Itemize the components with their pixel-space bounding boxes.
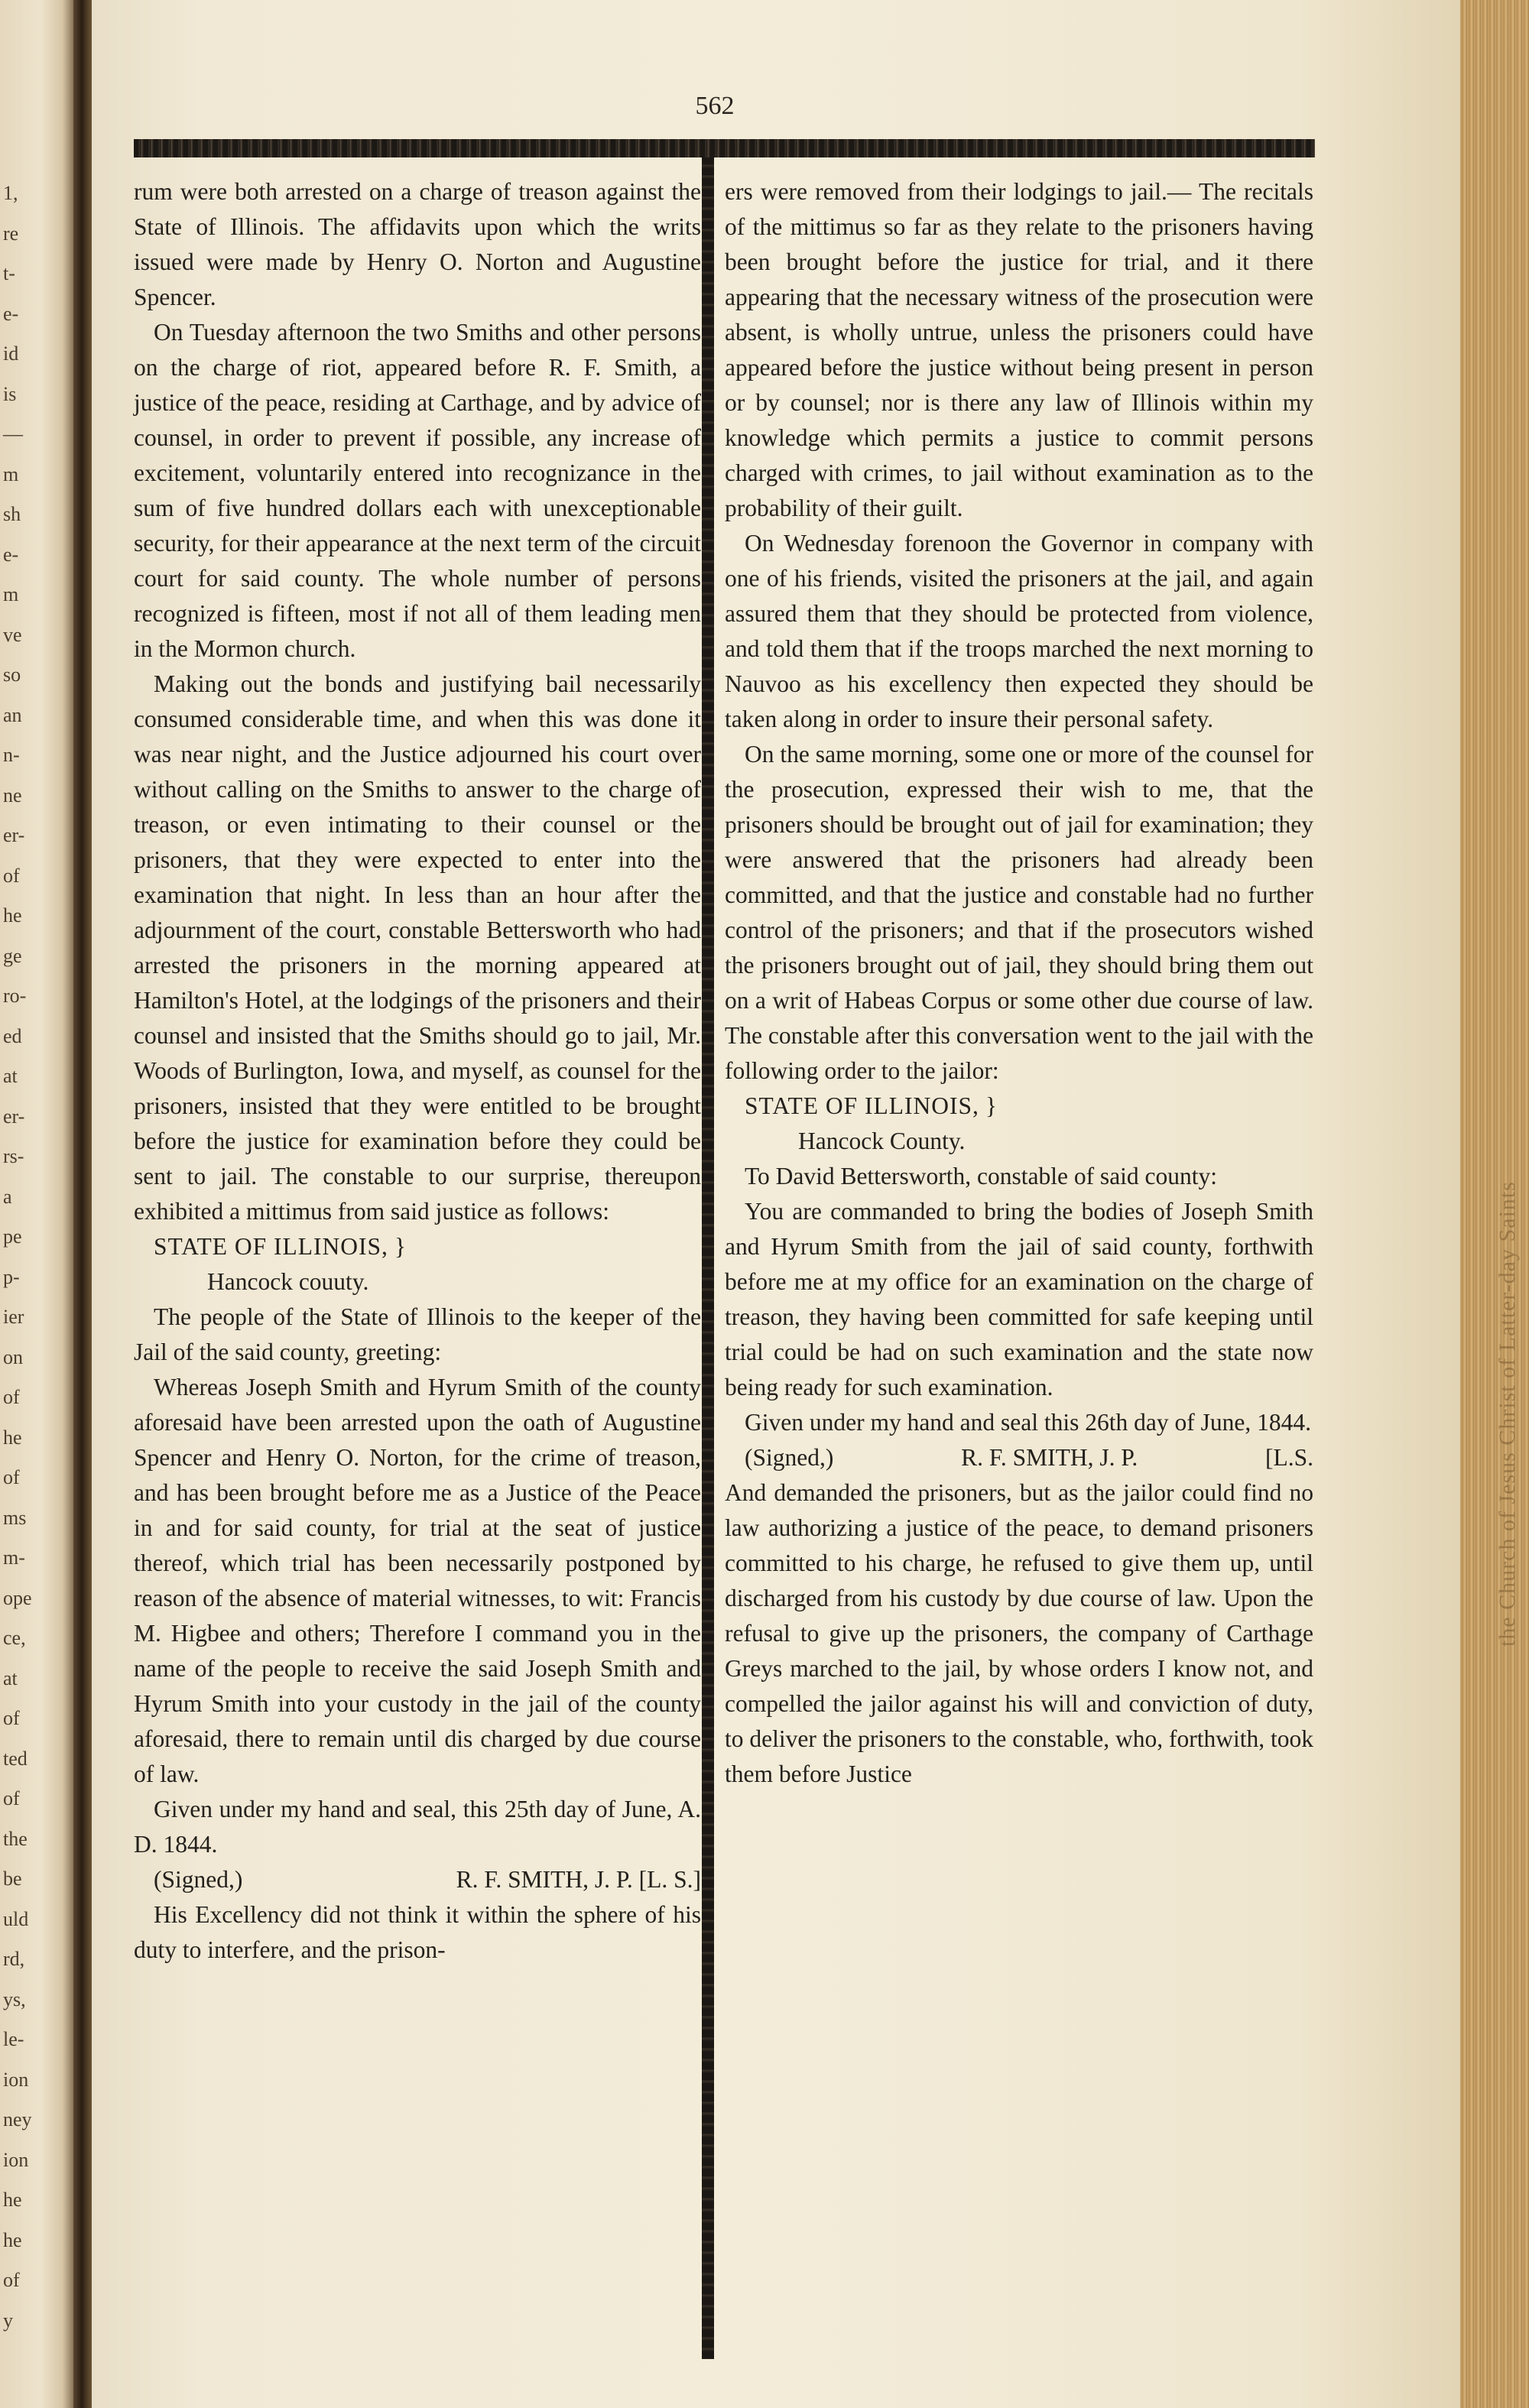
left-signature [134, 1862, 701, 1897]
prev-page-fragment: ion [3, 2068, 29, 2091]
prev-page-fragment: pe [3, 1225, 22, 1248]
right-paragraph-2: On Wednesday forenoon the Governor in company with one of his friends, visited the prisoners at the jail, and again assured them that they should be protected from violence, and told them that if the troops marched the next morning to Nauvoo as his excellency then expected they should be taken along in order to insure their personal safety. [725, 530, 1313, 732]
prev-page-fragment: er- [3, 824, 25, 846]
left-column [134, 174, 701, 1968]
right-paragraph-4: To David Bettersworth, constable of said county: [745, 1163, 1218, 1189]
signed-label: (Signed,) [745, 1444, 834, 1471]
page-number: 562 [695, 92, 735, 120]
prev-page-fragment: ion [3, 2148, 29, 2171]
prev-page-fragment: he [3, 2228, 22, 2251]
prev-page-fragment: id [3, 342, 19, 365]
prev-page-fragment: he [3, 904, 22, 927]
prev-page-fragment: le- [3, 2028, 24, 2050]
prev-page-fragment: is [3, 382, 17, 405]
prev-page-fragment: ed [3, 1024, 22, 1047]
prev-page-fragment: — [3, 423, 23, 445]
prev-page-fragment: ney [3, 2108, 32, 2131]
right-paragraph-1: ers were removed from their lodgings to jail.— The recitals of the mittimus so far as they relate to the prisoners having been brought before the justice for trial, and it there appearing that the necessary witness of the prosecution were absent, is wholly untrue, unless the prisoners could have appeared before the justice without being present in person or by counsel; nor is there any law of Illinois within my knowledge which permits a justice to commit persons charged with crimes, to jail without examination as to the probability of their guilt. [725, 178, 1313, 521]
prev-page-fragment: m [3, 462, 19, 485]
prev-page-fragment: 1, [3, 182, 18, 204]
right-paragraph-6: Given under my hand and seal this 26th day of June, 1844. [745, 1409, 1311, 1436]
prev-page-fragment: rs- [3, 1145, 24, 1167]
previous-page-edge [0, 0, 73, 2408]
left-paragraph-5: Whereas Joseph Smith and Hyrum Smith of the county aforesaid have been arrested upon the oath of Augustine Spencer and Henry O. Norton, for the crime of treason, and has been brought before me as a Justice of the Peace in and for said county, for trial at the seat of justice thereof, which trial has been necessarily postponed by reason of the absence of material witnesses, to wit: Francis M. Higbee and others; Therefore I command you in the name of the people to receive the said Joseph Smith and Hyrum Smith into your custody in the jail of the county aforesaid, there to remain until dis charged by due course of law. [134, 1374, 701, 1787]
prev-page-fragment: at [3, 1666, 18, 1689]
brace-glyph: } [394, 1233, 407, 1260]
prev-page-fragment: sh [3, 503, 21, 525]
prev-page-fragment: ms [3, 1506, 27, 1529]
prev-page-fragment: he [3, 1426, 22, 1449]
right-caption-state: STATE OF ILLINOIS, } [745, 1092, 998, 1119]
left-paragraph-1: rum were both arrested on a charge of treason against the State of Illinois. The affidavits upon which the writs issued were made by Henry O. Norton and Augustine Spencer. [134, 178, 701, 310]
prev-page-fragment: n- [3, 744, 20, 766]
prev-page-fragment: so [3, 664, 21, 686]
prev-page-fragment: ne [3, 784, 22, 806]
column-divider [702, 157, 714, 2359]
prev-page-fragment: rd, [3, 1948, 25, 1970]
prev-page-fragment: of [3, 2269, 20, 2291]
left-paragraph-6: Given under my hand and seal, this 25th day of June, A. D. 1844. [134, 1796, 701, 1858]
prev-page-fragment: of [3, 1386, 20, 1408]
prev-page-fragment: ve [3, 623, 22, 646]
prev-page-fragment: at [3, 1065, 18, 1087]
signed-seal: [L.S. [1264, 1444, 1313, 1471]
left-paragraph-4: The people of the State of Illinois to the keeper of the Jail of the said county, greeting: [134, 1303, 701, 1365]
prev-page-fragment: the [3, 1827, 28, 1850]
prev-page-fragment: on [3, 1345, 23, 1368]
left-paragraph-7: His Excellency did not think it within the sphere of his duty to interfere, and the prison- [134, 1901, 701, 1963]
prev-page-fragment: ys, [3, 1988, 26, 2010]
prev-page-fragment: a [3, 1185, 12, 1208]
right-caption-county: Hancock County. [798, 1128, 966, 1154]
right-signature [725, 1440, 1313, 1475]
right-paragraph-3: On the same morning, some one or more of the counsel for the prosecution, expressed their wish to me, that the prisoners should be brought out of jail for examination; they were answered that the prisoners had already been committed, and that the justice and constable had no further control of the prisoners; and that if the prosecutors wished the prisoners brought out of jail, they should bring them out on a writ of Habeas Corpus or some other due course of law. The constable after this conversation went to the jail with the following order to the jailor: [725, 741, 1313, 1084]
prev-page-fragment: of [3, 1707, 20, 1729]
prev-page-fragment: ro- [3, 985, 27, 1007]
prev-page-fragment: an [3, 703, 22, 726]
prev-page-fragment: ce, [3, 1627, 26, 1649]
prev-page-fragment: re [3, 222, 19, 245]
left-paragraph-3: Making out the bonds and justifying bail necessarily consumed considerable time, and when this was done it was near night, and the Justice adjourned his court over without calling on the Smiths to answer to the charge of treason, or even intimating to their counsel or the prisoners, that they were expected to enter into the examination that night. In less than an hour after the adjournment of the court, constable Bettersworth who had arrested the prisoners in the morning appeared at Hamilton's Hotel, at the lodgings of the prisoners and their counsel and insisted that the Smiths should go to jail, Mr. Woods of Burlington, Iowa, and myself, as counsel for the prisoners, insisted that they were entitled to be brought before the justice for examination before they could be sent to jail. The constable to our surprise, thereupon exhibited a mittimus from said justice as follows: [134, 670, 701, 1225]
prev-page-fragment: y [3, 2309, 13, 2332]
left-paragraph-2: On Tuesday afternoon the two Smiths and other persons on the charge of riot, appeared before R. F. Smith, a justice of the peace, residing at Carthage, and by advice of counsel, in order to prevent if possible, any increase of excitement, voluntarily entered into recognizance in the sum of five hundred dollars each with unexceptionable security, for their appearance at the next term of the circuit court for said county. The whole number of persons recognized is fifteen, most if not all of them leading men in the Mormon church. [134, 319, 701, 662]
signed-name: R. F. SMITH, J. P. [L. S.] [456, 1866, 701, 1893]
prev-page-fragment: of [3, 1787, 20, 1809]
prev-page-fragment: be [3, 1868, 22, 1890]
prev-page-fragment: of [3, 1466, 20, 1488]
prev-page-fragment: m [3, 583, 19, 605]
signed-name: R. F. SMITH, J. P. [961, 1444, 1138, 1471]
prev-page-fragment: t- [3, 262, 15, 284]
prev-page-fragment: ier [3, 1306, 24, 1328]
prev-page-fragment: e- [3, 543, 19, 566]
prev-page-fragment: er- [3, 1105, 25, 1128]
prev-page-fragment: ge [3, 944, 22, 967]
signed-label: (Signed,) [154, 1866, 243, 1893]
right-paragraph-7: And demanded the prisoners, but as the jailor could find no law authorizing a justice of the peace, to demand prisoners committed to his charge, he refused to give them up, until discharged from his custody by due course of law. Upon the refusal to give up the prisoners, the company of Carthage Greys marched to the jail, by whose orders I know not, and compelled the jailor against his will and conviction of duty, to deliver the prisoners to the constable, who, forthwith, took them before Justice [725, 1479, 1313, 1787]
prev-page-fragment: ope [3, 1586, 32, 1609]
prev-page-fragment: uld [3, 1907, 29, 1930]
prev-page-fragment: ted [3, 1747, 28, 1770]
prev-page-fragment: m- [3, 1546, 25, 1569]
brace-glyph: } [985, 1092, 998, 1119]
prev-page-fragment: p- [3, 1265, 20, 1288]
prev-page-fragment: of [3, 864, 20, 887]
prev-page-fragment: e- [3, 302, 19, 325]
left-caption-state: STATE OF ILLINOIS, } [154, 1233, 407, 1260]
left-caption-county: Hancock couuty. [207, 1268, 369, 1295]
header-rule [134, 139, 1315, 157]
right-paragraph-5: You are commanded to bring the bodies of Joseph Smith and Hyrum Smith from the jail of said county, forthwith before me at my office for an examination on the charge of treason, they having been committed for safe keeping until trial could be had on such examination and the state now being ready for such examination. [725, 1198, 1313, 1400]
book-gutter [73, 0, 92, 2408]
right-column [725, 174, 1313, 1792]
prev-page-fragment: he [3, 2189, 22, 2211]
library-stamp: the Church of Jesus Christ of Latter-day Saints [1495, 1181, 1520, 1647]
